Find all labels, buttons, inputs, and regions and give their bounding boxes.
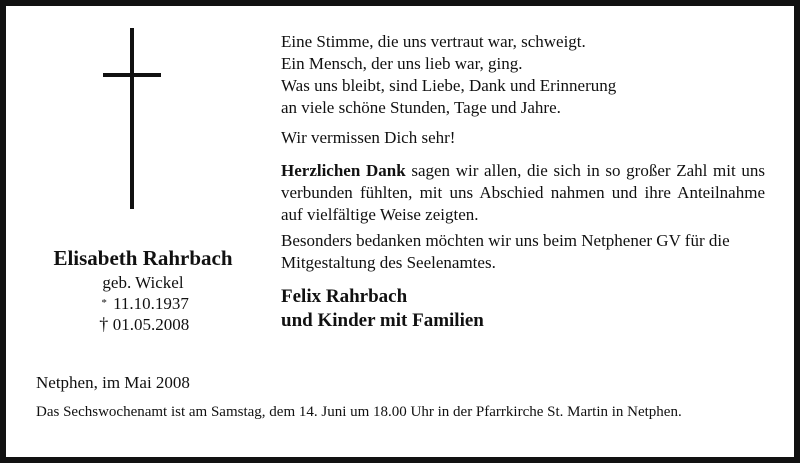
birth-date: 11.10.1937 [113,294,189,313]
poem-line: Was uns bleibt, sind Liebe, Dank und Erinnerung [281,76,617,95]
miss-line: Wir vermissen Dich sehr! [281,128,456,147]
thanks-lead: Herzlichen Dank [281,161,406,180]
poem-line: Ein Mensch, der uns lieb war, ging. [281,54,523,73]
cross-icon [103,28,161,209]
place-date: Netphen, im Mai 2008 [36,373,190,392]
gv-thanks-paragraph: Besonders bedanken möchten wir uns beim Netphener GV für die Mitgestaltung des Seelenamtes. [281,231,730,272]
death-date-line [36,314,250,335]
text-column [281,31,765,333]
poem [281,31,765,119]
thanks-paragraph [281,160,765,226]
family-signature [281,285,765,333]
family-line-1: Felix Rahrbach [281,286,408,307]
cross-horizontal-bar [103,73,161,77]
birth-date-line [36,293,250,314]
poem-line: Eine Stimme, die uns vertraut war, schweigt. [281,32,586,51]
birth-star-icon: * [101,297,107,309]
death-date: 01.05.2008 [112,315,190,334]
deceased-name: Elisabeth Rahrbach [53,246,233,270]
birth-name: geb. Wickel [102,273,184,292]
service-notice: Das Sechswochenamt ist am Samstag, dem 14. Juni um 18.00 Uhr in der Pfarrkirche St. Martin in Netphen. [36,404,682,420]
deceased-block [36,244,250,335]
poem-line: an viele schöne Stunden, Tage und Jahre. [281,98,561,117]
family-line-2: und Kinder mit Familien [281,310,484,331]
cross-vertical-bar [130,28,134,209]
dagger-icon: † [99,314,109,334]
thanks-text: sagen wir allen, die sich in so großer Zahl mit uns verbunden fühlten, mit uns Abschied nahmen und ihre Anteilnahme auf vielfältige Weise zeigten. [281,161,766,224]
